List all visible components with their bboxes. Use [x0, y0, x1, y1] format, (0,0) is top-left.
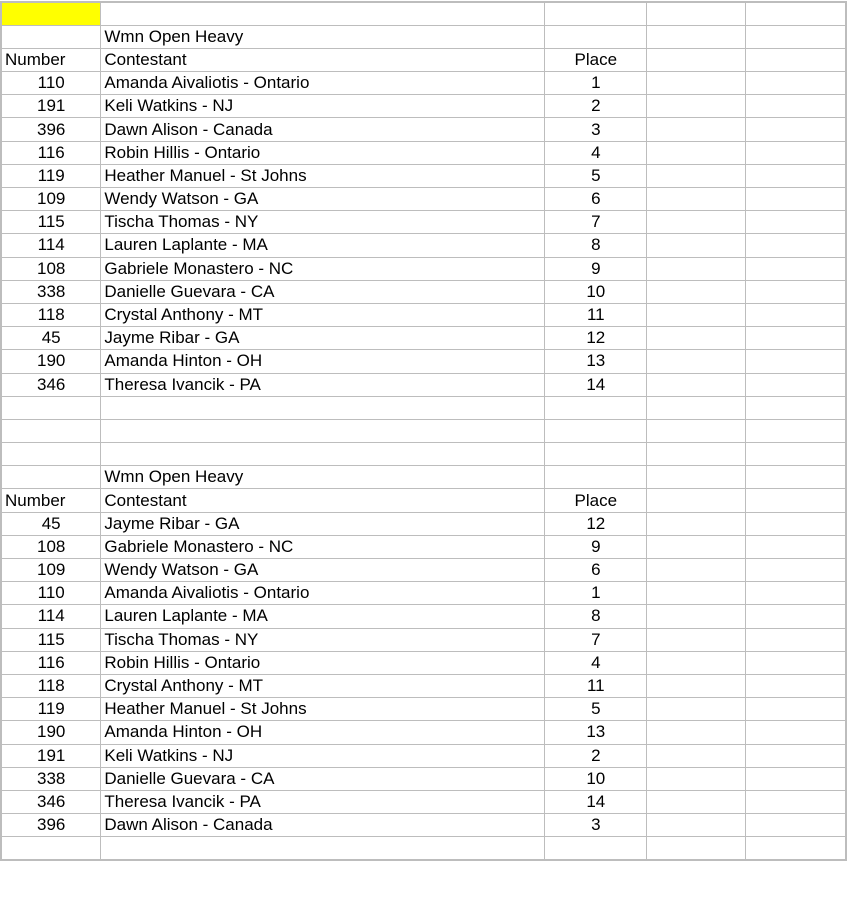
- cell-empty[interactable]: [745, 837, 846, 860]
- cell-empty[interactable]: [647, 48, 746, 71]
- cell-place[interactable]: 6: [545, 188, 647, 211]
- cell-place[interactable]: [545, 419, 647, 442]
- cell-number[interactable]: 338: [1, 280, 101, 303]
- cell-number[interactable]: 108: [1, 257, 101, 280]
- cell-contestant[interactable]: Theresa Ivancik - PA: [101, 373, 545, 396]
- cell-number[interactable]: 396: [1, 814, 101, 837]
- cell-place[interactable]: 10: [545, 767, 647, 790]
- cell-empty[interactable]: [745, 257, 846, 280]
- cell-place[interactable]: 4: [545, 651, 647, 674]
- cell-empty[interactable]: [745, 489, 846, 512]
- cell-place[interactable]: 12: [545, 327, 647, 350]
- cell-place[interactable]: 13: [545, 350, 647, 373]
- cell-contestant[interactable]: Theresa Ivancik - PA: [101, 790, 545, 813]
- table-row: [1, 559, 846, 582]
- cell-contestant[interactable]: Wendy Watson - GA: [101, 559, 545, 582]
- cell-number[interactable]: 45: [1, 327, 101, 350]
- header-number[interactable]: Number: [1, 489, 101, 512]
- cell-place[interactable]: 1: [545, 582, 647, 605]
- cell-place[interactable]: 2: [545, 95, 647, 118]
- table-row: [1, 188, 846, 211]
- cell-contestant[interactable]: Dawn Alison - Canada: [101, 814, 545, 837]
- cell-number[interactable]: 346: [1, 373, 101, 396]
- cell-number[interactable]: 116: [1, 141, 101, 164]
- cell-contestant[interactable]: Danielle Guevara - CA: [101, 280, 545, 303]
- cell-contestant[interactable]: Amanda Hinton - OH: [101, 350, 545, 373]
- cell-number[interactable]: 396: [1, 118, 101, 141]
- cell-empty[interactable]: [745, 373, 846, 396]
- header-contestant[interactable]: Contestant: [101, 489, 545, 512]
- cell-number[interactable]: 115: [1, 628, 101, 651]
- cell-empty[interactable]: [745, 721, 846, 744]
- cell-contestant[interactable]: Heather Manuel - St Johns: [101, 164, 545, 187]
- table-row: [1, 95, 846, 118]
- sheet-row-empty: [1, 837, 846, 860]
- cell-empty[interactable]: [745, 582, 846, 605]
- cell-empty[interactable]: [647, 211, 746, 234]
- cell-empty[interactable]: [745, 48, 846, 71]
- header-place[interactable]: Place: [545, 489, 647, 512]
- cell-empty[interactable]: [745, 280, 846, 303]
- cell-empty[interactable]: [647, 744, 746, 767]
- cell-number[interactable]: 110: [1, 582, 101, 605]
- cell-contestant[interactable]: Tischa Thomas - NY: [101, 628, 545, 651]
- cell-contestant[interactable]: Crystal Anthony - MT: [101, 674, 545, 697]
- cell-empty[interactable]: [647, 698, 746, 721]
- cell-number[interactable]: 190: [1, 350, 101, 373]
- cell-contestant[interactable]: Robin Hillis - Ontario: [101, 651, 545, 674]
- cell-contestant[interactable]: Danielle Guevara - CA: [101, 767, 545, 790]
- table-row: [1, 744, 846, 767]
- cell-empty[interactable]: [745, 25, 846, 48]
- cell-empty[interactable]: [647, 118, 746, 141]
- section-title-row: [1, 466, 846, 489]
- cell-empty[interactable]: [647, 814, 746, 837]
- cell-number[interactable]: 191: [1, 744, 101, 767]
- cell-empty[interactable]: [745, 698, 846, 721]
- cell-empty[interactable]: [647, 164, 746, 187]
- cell-number[interactable]: 191: [1, 95, 101, 118]
- cell-place[interactable]: 5: [545, 164, 647, 187]
- table-row: [1, 628, 846, 651]
- cell-empty[interactable]: [647, 790, 746, 813]
- table-row: [1, 327, 846, 350]
- table-row: [1, 234, 846, 257]
- cell-empty[interactable]: [745, 559, 846, 582]
- cell-empty[interactable]: [647, 559, 746, 582]
- cell-number[interactable]: 190: [1, 721, 101, 744]
- cell-contestant[interactable]: Tischa Thomas - NY: [101, 211, 545, 234]
- header-number[interactable]: Number: [1, 48, 101, 71]
- header-place[interactable]: Place: [545, 48, 647, 71]
- cell-empty[interactable]: [745, 327, 846, 350]
- sheet-row-empty: [1, 419, 846, 442]
- cell-empty[interactable]: [647, 257, 746, 280]
- table-row: [1, 814, 846, 837]
- cell-empty[interactable]: [647, 280, 746, 303]
- table-row: [1, 257, 846, 280]
- table-row: [1, 118, 846, 141]
- cell-empty[interactable]: [647, 327, 746, 350]
- cell-place[interactable]: 9: [545, 535, 647, 558]
- cell-place[interactable]: 11: [545, 674, 647, 697]
- cell-number[interactable]: [1, 2, 101, 25]
- cell-empty[interactable]: [745, 512, 846, 535]
- cell-empty[interactable]: [647, 373, 746, 396]
- cell-empty[interactable]: [647, 837, 746, 860]
- cell-empty[interactable]: [647, 234, 746, 257]
- cell-contestant[interactable]: Jayme Ribar - GA: [101, 512, 545, 535]
- cell-number[interactable]: 338: [1, 767, 101, 790]
- cell-place[interactable]: [545, 466, 647, 489]
- table-row: [1, 280, 846, 303]
- table-row: [1, 303, 846, 326]
- cell-empty[interactable]: [745, 767, 846, 790]
- cell-empty[interactable]: [745, 350, 846, 373]
- cell-number[interactable]: 346: [1, 790, 101, 813]
- cell-number[interactable]: 118: [1, 674, 101, 697]
- cell-empty[interactable]: [647, 582, 746, 605]
- cell-place[interactable]: 11: [545, 303, 647, 326]
- cell-place[interactable]: 8: [545, 234, 647, 257]
- cell-empty[interactable]: [647, 674, 746, 697]
- cell-contestant[interactable]: Amanda Aivaliotis - Ontario: [101, 72, 545, 95]
- table-row: [1, 164, 846, 187]
- cell-contestant[interactable]: Amanda Aivaliotis - Ontario: [101, 582, 545, 605]
- table-row: [1, 350, 846, 373]
- cell-number[interactable]: [1, 466, 101, 489]
- cell-empty[interactable]: [647, 443, 746, 466]
- cell-empty[interactable]: [647, 651, 746, 674]
- header-row: [1, 489, 846, 512]
- cell-place[interactable]: 6: [545, 559, 647, 582]
- table-row: [1, 141, 846, 164]
- cell-number[interactable]: 45: [1, 512, 101, 535]
- cell-place[interactable]: [545, 2, 647, 25]
- cell-empty[interactable]: [647, 721, 746, 744]
- cell-contestant[interactable]: Heather Manuel - St Johns: [101, 698, 545, 721]
- cell-number[interactable]: 114: [1, 234, 101, 257]
- cell-empty[interactable]: [745, 443, 846, 466]
- sheet-row-empty: [1, 396, 846, 419]
- cell-empty[interactable]: [647, 419, 746, 442]
- cell-empty[interactable]: [647, 2, 746, 25]
- cell-empty[interactable]: [745, 211, 846, 234]
- cell-contestant[interactable]: Jayme Ribar - GA: [101, 327, 545, 350]
- cell-number[interactable]: 119: [1, 698, 101, 721]
- cell-contestant[interactable]: Keli Watkins - NJ: [101, 95, 545, 118]
- cell-place[interactable]: [545, 396, 647, 419]
- cell-empty[interactable]: [745, 605, 846, 628]
- cell-empty[interactable]: [647, 466, 746, 489]
- cell-empty[interactable]: [745, 651, 846, 674]
- cell-place[interactable]: 3: [545, 118, 647, 141]
- cell-contestant[interactable]: [101, 2, 545, 25]
- cell-contestant[interactable]: Gabriele Monastero - NC: [101, 257, 545, 280]
- cell-empty[interactable]: [745, 535, 846, 558]
- cell-empty[interactable]: [745, 790, 846, 813]
- cell-empty[interactable]: [745, 95, 846, 118]
- cell-empty[interactable]: [647, 95, 746, 118]
- cell-empty[interactable]: [647, 25, 746, 48]
- cell-number[interactable]: 118: [1, 303, 101, 326]
- header-row: [1, 48, 846, 71]
- cell-number[interactable]: [1, 837, 101, 860]
- cell-contestant[interactable]: Crystal Anthony - MT: [101, 303, 545, 326]
- cell-empty[interactable]: [647, 350, 746, 373]
- cell-place[interactable]: 3: [545, 814, 647, 837]
- cell-number[interactable]: 115: [1, 211, 101, 234]
- cell-empty[interactable]: [745, 628, 846, 651]
- cell-number[interactable]: 108: [1, 535, 101, 558]
- cell-contestant[interactable]: [101, 443, 545, 466]
- table-row: [1, 605, 846, 628]
- cell-number[interactable]: [1, 443, 101, 466]
- cell-place[interactable]: 14: [545, 373, 647, 396]
- cell-empty[interactable]: [745, 674, 846, 697]
- cell-contestant[interactable]: Robin Hillis - Ontario: [101, 141, 545, 164]
- sheet-row-empty: [1, 2, 846, 25]
- cell-empty[interactable]: [647, 512, 746, 535]
- cell-empty[interactable]: [647, 767, 746, 790]
- cell-place[interactable]: 7: [545, 628, 647, 651]
- cell-place[interactable]: 8: [545, 605, 647, 628]
- cell-place[interactable]: [545, 837, 647, 860]
- cell-empty[interactable]: [647, 303, 746, 326]
- cell-empty[interactable]: [745, 118, 846, 141]
- table-row: [1, 767, 846, 790]
- cell-empty[interactable]: [647, 628, 746, 651]
- cell-empty[interactable]: [647, 72, 746, 95]
- cell-contestant[interactable]: Dawn Alison - Canada: [101, 118, 545, 141]
- cell-place[interactable]: 9: [545, 257, 647, 280]
- cell-place[interactable]: 2: [545, 744, 647, 767]
- header-contestant[interactable]: Contestant: [101, 48, 545, 71]
- cell-place[interactable]: 10: [545, 280, 647, 303]
- cell-number[interactable]: 116: [1, 651, 101, 674]
- cell-contestant[interactable]: Wendy Watson - GA: [101, 188, 545, 211]
- section-title[interactable]: Wmn Open Heavy: [101, 466, 545, 489]
- table-row: [1, 512, 846, 535]
- cell-empty[interactable]: [745, 419, 846, 442]
- cell-empty[interactable]: [745, 141, 846, 164]
- cell-empty[interactable]: [745, 2, 846, 25]
- cell-number[interactable]: [1, 396, 101, 419]
- cell-number[interactable]: [1, 25, 101, 48]
- table-row: [1, 674, 846, 697]
- cell-number[interactable]: 110: [1, 72, 101, 95]
- cell-place[interactable]: 7: [545, 211, 647, 234]
- cell-contestant[interactable]: Lauren Laplante - MA: [101, 234, 545, 257]
- cell-empty[interactable]: [647, 396, 746, 419]
- sheet-row-empty: [1, 443, 846, 466]
- table-row: [1, 373, 846, 396]
- cell-place[interactable]: 13: [545, 721, 647, 744]
- table-row: [1, 72, 846, 95]
- cell-empty[interactable]: [647, 141, 746, 164]
- cell-contestant[interactable]: Gabriele Monastero - NC: [101, 535, 545, 558]
- cell-contestant[interactable]: Amanda Hinton - OH: [101, 721, 545, 744]
- cell-empty[interactable]: [745, 396, 846, 419]
- section-title-row: [1, 25, 846, 48]
- cell-empty[interactable]: [745, 72, 846, 95]
- table-row: [1, 535, 846, 558]
- cell-place[interactable]: 14: [545, 790, 647, 813]
- cell-place[interactable]: [545, 25, 647, 48]
- cell-empty[interactable]: [745, 303, 846, 326]
- table-row: [1, 582, 846, 605]
- cell-number[interactable]: 119: [1, 164, 101, 187]
- table-row: [1, 790, 846, 813]
- cell-contestant[interactable]: [101, 837, 545, 860]
- cell-place[interactable]: 12: [545, 512, 647, 535]
- cell-empty[interactable]: [745, 466, 846, 489]
- table-row: [1, 211, 846, 234]
- cell-empty[interactable]: [745, 744, 846, 767]
- cell-number[interactable]: 109: [1, 188, 101, 211]
- cell-contestant[interactable]: [101, 419, 545, 442]
- cell-contestant[interactable]: Keli Watkins - NJ: [101, 744, 545, 767]
- cell-empty[interactable]: [745, 234, 846, 257]
- cell-empty[interactable]: [647, 605, 746, 628]
- cell-empty[interactable]: [745, 164, 846, 187]
- cell-place[interactable]: [545, 443, 647, 466]
- table-row: [1, 651, 846, 674]
- spreadsheet-grid: [0, 1, 847, 861]
- section-title[interactable]: Wmn Open Heavy: [101, 25, 545, 48]
- cell-number[interactable]: 109: [1, 559, 101, 582]
- cell-number[interactable]: [1, 419, 101, 442]
- cell-place[interactable]: 1: [545, 72, 647, 95]
- cell-contestant[interactable]: Lauren Laplante - MA: [101, 605, 545, 628]
- cell-place[interactable]: 5: [545, 698, 647, 721]
- cell-empty[interactable]: [745, 814, 846, 837]
- cell-contestant[interactable]: [101, 396, 545, 419]
- cell-empty[interactable]: [647, 535, 746, 558]
- cell-empty[interactable]: [647, 489, 746, 512]
- cell-empty[interactable]: [745, 188, 846, 211]
- table-row: [1, 721, 846, 744]
- cell-place[interactable]: 4: [545, 141, 647, 164]
- cell-empty[interactable]: [647, 188, 746, 211]
- cell-number[interactable]: 114: [1, 605, 101, 628]
- table-row: [1, 698, 846, 721]
